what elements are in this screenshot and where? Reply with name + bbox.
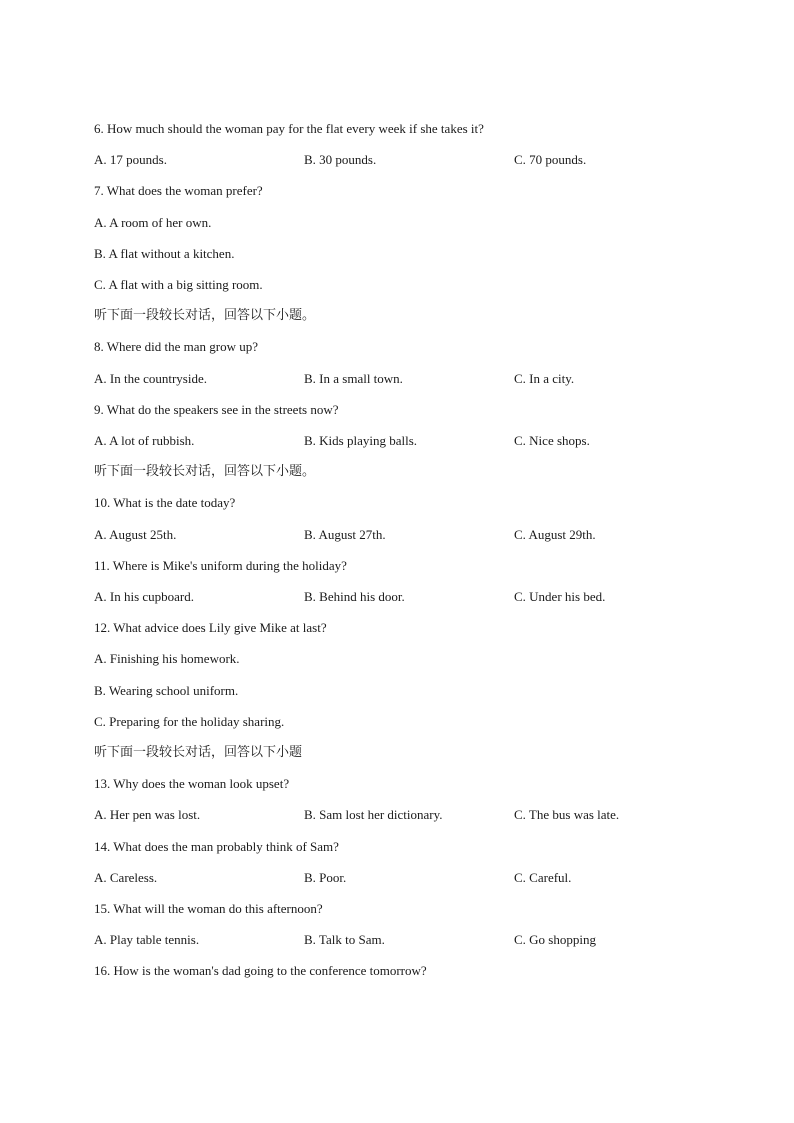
q6-option-b: B. 30 pounds. — [304, 152, 377, 167]
q7-option-b: B. A flat without a kitchen. — [94, 246, 235, 261]
q13-option-b: B. Sam lost her dictionary. — [304, 807, 443, 822]
q7-option-c: C. A flat with a big sitting room. — [94, 277, 263, 292]
q13-option-c: C. The bus was late. — [514, 807, 620, 822]
q12-option-b: B. Wearing school uniform. — [94, 683, 239, 698]
q12-option-a: A. Finishing his homework. — [94, 651, 240, 666]
q8-option-c: C. In a city. — [514, 371, 575, 386]
q11-option-c: C. Under his bed. — [514, 589, 606, 604]
q7-option-a: A. A room of her own. — [94, 215, 212, 230]
question-6: 6. How much should the woman pay for the flat every week if she takes it? — [94, 121, 484, 136]
q15-option-c: C. Go shopping — [514, 932, 596, 947]
q8-option-b: B. In a small town. — [304, 371, 403, 386]
q13-option-a: A. Her pen was lost. — [94, 807, 201, 822]
question-16: 16. How is the woman's dad going to the conference tomorrow? — [94, 963, 427, 978]
q6-option-a: A. 17 pounds. — [94, 152, 167, 167]
q14-option-b: B. Poor. — [304, 870, 347, 885]
question-11: 11. Where is Mike's uniform during the holiday? — [94, 558, 347, 573]
q6-option-c: C. 70 pounds. — [514, 152, 587, 167]
q12-option-c: C. Preparing for the holiday sharing. — [94, 714, 285, 729]
q9-option-a: A. A lot of rubbish. — [94, 433, 195, 448]
question-8: 8. Where did the man grow up? — [94, 339, 259, 354]
section-instruction: 听下面一段较长对话，回答以下小题 — [94, 745, 303, 760]
section-instruction: 听下面一段较长对话，回答以下小题。 — [94, 464, 316, 479]
q10-option-a: A. August 25th. — [94, 527, 177, 542]
q10-option-b: B. August 27th. — [304, 527, 386, 542]
q15-option-b: B. Talk to Sam. — [304, 932, 385, 947]
q15-option-a: A. Play table tennis. — [94, 932, 200, 947]
question-13: 13. Why does the woman look upset? — [94, 776, 290, 791]
question-15: 15. What will the woman do this afternoon? — [94, 901, 323, 916]
q10-option-c: C. August 29th. — [514, 527, 596, 542]
question-14: 14. What does the man probably think of Sam? — [94, 839, 339, 854]
q14-option-c: C. Careful. — [514, 870, 572, 885]
question-10: 10. What is the date today? — [94, 495, 236, 510]
question-7: 7. What does the woman prefer? — [94, 183, 263, 198]
q8-option-a: A. In the countryside. — [94, 371, 208, 386]
q11-option-a: A. In his cupboard. — [94, 589, 195, 604]
q9-option-c: C. Nice shops. — [514, 433, 590, 448]
question-12: 12. What advice does Lily give Mike at last? — [94, 620, 327, 635]
q11-option-b: B. Behind his door. — [304, 589, 405, 604]
question-9: 9. What do the speakers see in the streets now? — [94, 402, 339, 417]
q9-option-b: B. Kids playing balls. — [304, 433, 418, 448]
q14-option-a: A. Careless. — [94, 870, 158, 885]
section-instruction: 听下面一段较长对话，回答以下小题。 — [94, 308, 316, 323]
